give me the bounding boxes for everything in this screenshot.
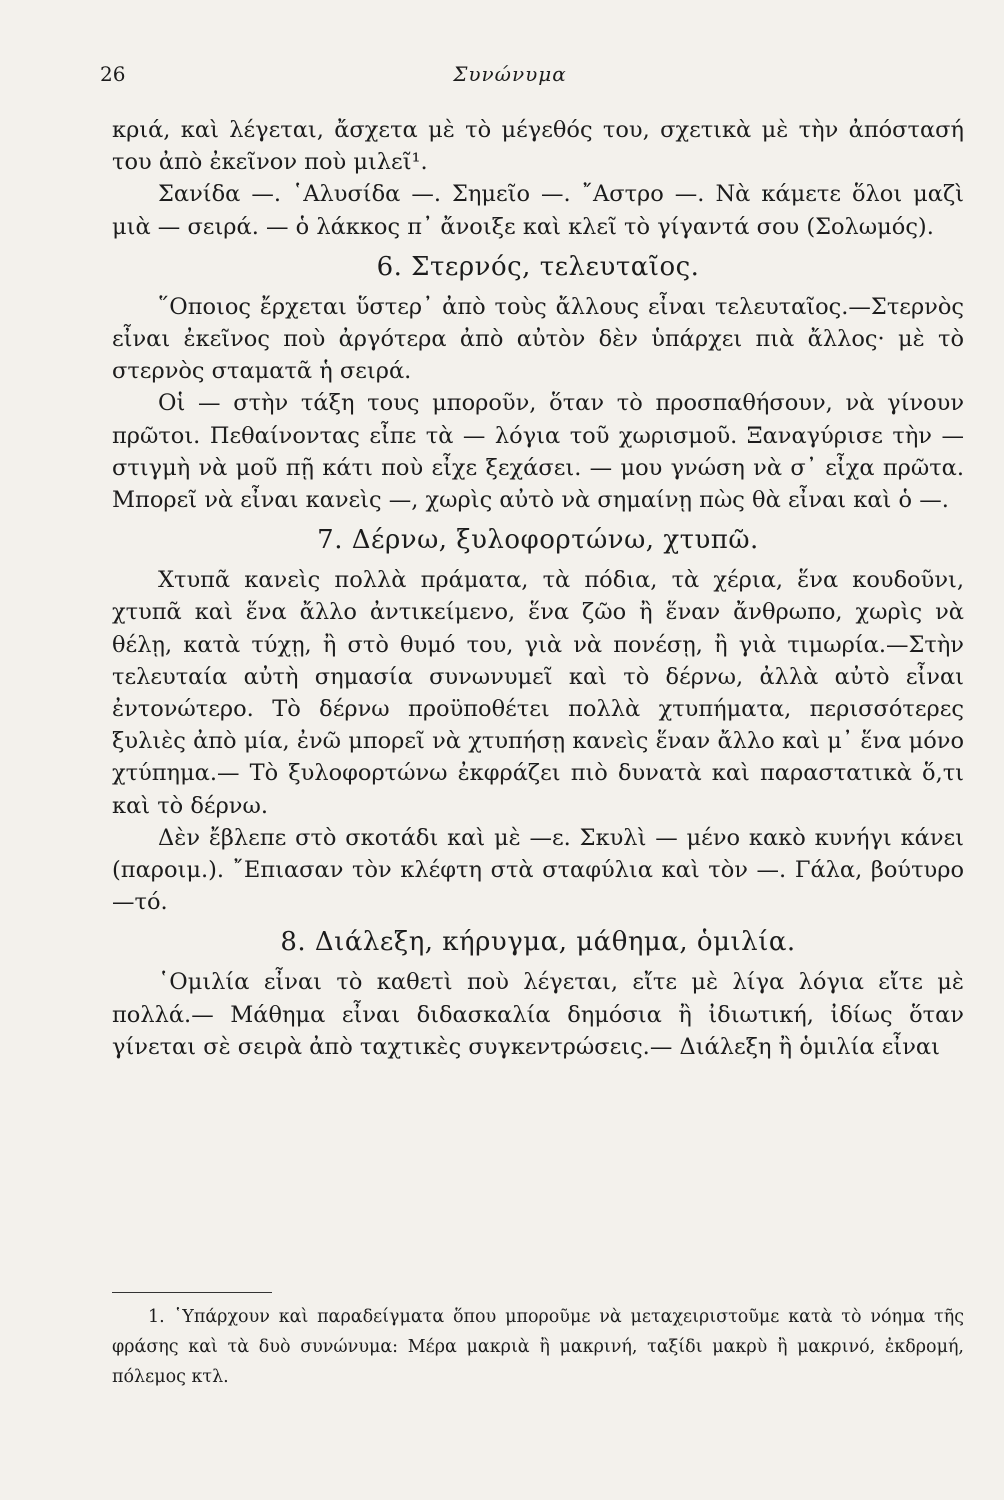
page-number: 26 xyxy=(100,62,126,86)
paragraph: Σανίδα —. ῾Αλυσίδα —. Σημεῖο —. ῎Αστρο —. Νὰ κάμετε ὅλοι μαζὶ μιὰ — σειρά. — ὁ λάκκος π᾿ ἄνοιξε καὶ κλεῖ τὸ γίγαντά σου (Σολωμός). xyxy=(112,181,964,240)
paragraph: Δὲν ἔβλεπε στὸ σκοτάδι καὶ μὲ —ε. Σκυλὶ — μένο κακὸ κυνήγι κάνει (παροιμ.). ῎Επιασαν τὸν κλέφτη στὰ σταφύλια καὶ τὸν —. Γάλα, βούτυρο —τό. xyxy=(112,824,964,916)
paragraph: κριά, καὶ λέγεται, ἄσχετα μὲ τὸ μέγεθός του, σχετικὰ μὲ τὴν ἀπόστασή του ἀπὸ ἐκεῖνον ποὺ μιλεῖ¹. xyxy=(112,117,964,176)
paragraph: Χτυπᾶ κανεὶς πολλὰ πράματα, τὰ πόδια, τὰ χέρια, ἕνα κουδοῦνι, χτυπᾶ καὶ ἕνα ἄλλο ἀντικείμενο, ἕνα ζῶο ἢ ἕναν ἄνθρωπο, χωρὶς νὰ θέλῃ, κατὰ τύχῃ, ἢ στὸ θυμό του, γιὰ νὰ πονέσῃ, ἢ γιὰ τιμωρία.—Στὴν τελευταία αὐτὴ σημασία συνωνυμεῖ καὶ τὸ δέρνω, ἀλλὰ αὐτὸ εἶναι ἐντονώτερο. Τὸ δέρνω προϋποθέτει πολλὰ χτυπήματα, περισσότερες ξυλιὲς ἀπὸ μία, ἐνῶ μπορεῖ νὰ χτυπήσῃ κανεὶς ἕναν ἄλλο καὶ μ᾿ ἕνα μόνο χτύπημα.— Τὸ ξυλοφορτώνω ἐκφράζει πιὸ δυνατὰ καὶ παραστατικὰ ὅ,τι καὶ τὸ δέρνω. xyxy=(112,567,964,819)
page-body xyxy=(112,114,964,1063)
footnote-rule xyxy=(112,1292,272,1293)
paragraph: ῞Οποιος ἔρχεται ὕστερ᾿ ἀπὸ τοὺς ἄλλους εἶναι τελευταῖος.—Στερνὸς εἶναι ἐκεῖνος ποὺ ἀργότερα ἀπὸ αὐτὸν δὲν ὑπάρχει πιὰ ἄλλος· μὲ τὸ στερνὸς σταματᾶ ἡ σειρά. xyxy=(112,293,964,385)
page-header xyxy=(100,62,920,92)
footnote-text: 1. ῾Υπάρχουν καὶ παραδείγματα ὅπου μποροῦμε νὰ μεταχειριστοῦμε κατὰ τὸ νόημα τῆς φράσης καὶ τὰ δυὸ συνώνυμα: Μέρα μακριὰ ἢ μακρινή, ταξίδι μακρὺ ἢ μακρινό, ἐκδρομή, πόλεμος κτλ. xyxy=(112,1307,964,1387)
section-heading: 7. Δέρνω, ξυλοφορτώνω, χτυπῶ. xyxy=(317,525,759,556)
paragraph: Οἱ — στὴν τάξη τους μποροῦν, ὅταν τὸ προσπαθήσουν, νὰ γίνουν πρῶτοι. Πεθαίνοντας εἶπε τὰ — λόγια τοῦ χωρισμοῦ. Ξαναγύρισε τὴν — στιγμὴ νὰ μοῦ πῇ κάτι ποὺ εἶχε ξεχάσει. — μου γνώση νὰ σ᾿ εἶχα πρῶτα. Μπορεῖ νὰ εἶναι κανεὶς —, χωρὶς αὐτὸ νὰ σημαίνῃ πὼς θὰ εἶναι καὶ ὁ —. xyxy=(112,390,964,514)
section-heading: 6. Στερνός, τελευταῖος. xyxy=(376,251,700,282)
section-heading: 8. Διάλεξη, κήρυγμα, μάθημα, ὁμιλία. xyxy=(280,927,796,958)
paragraph: ῾Ομιλία εἶναι τὸ καθετὶ ποὺ λέγεται, εἴτε μὲ λίγα λόγια εἴτε μὲ πολλά.— Μάθημα εἶναι διδασκαλία δημόσια ἢ ἰδιωτική, ἰδίως ὅταν γίνεται σὲ σειρὰ ἀπὸ ταχτικὲς συγκεντρώσεις.— Διάλεξη ἢ ὁμιλία εἶναι xyxy=(112,969,964,1060)
running-title: Συνώνυμα xyxy=(453,62,567,86)
footnote xyxy=(112,1302,964,1392)
